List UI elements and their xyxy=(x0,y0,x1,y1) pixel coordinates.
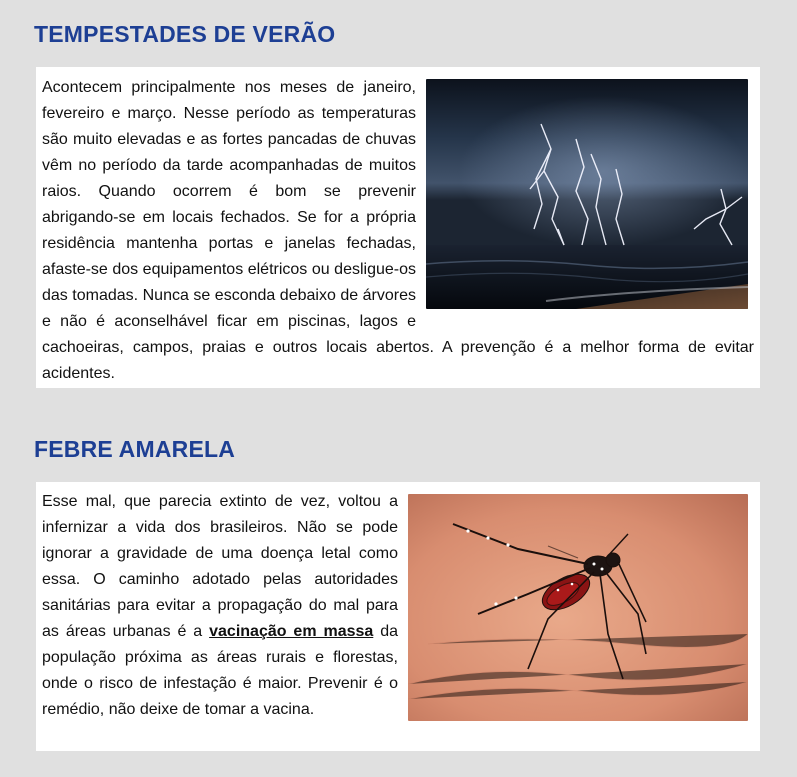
storm-image xyxy=(426,79,748,309)
mass-vaccination-link[interactable]: vacinação em massa xyxy=(209,623,374,640)
section-title-yellow-fever: FEBRE AMARELA xyxy=(34,436,236,462)
content-card-storms xyxy=(36,67,760,388)
mosquito-on-skin-illustration xyxy=(408,494,748,721)
mosquito-image xyxy=(408,494,748,721)
yellow-fever-text-after-link: da população próxima as áreas rurais e florestas, onde o risco de infestação é maior. Prevenir é o remédio, não deixe de tomar a vacina. xyxy=(42,623,399,718)
yellow-fever-text-before-link: Esse mal, que parecia extinto de vez, voltou a infernizar a vida dos brasileiros. Não se pode ignorar a gravidade de uma doença letal como essa. O caminho adotado pelas autoridades sanitárias para evitar a propagação do mal para as áreas urbanas é a xyxy=(42,493,398,640)
lightning-storm-illustration xyxy=(426,79,748,309)
content-card-yellow-fever xyxy=(36,482,760,751)
storms-paragraph: Acontecem principalmente nos meses de janeiro, fevereiro e março. Nesse período as temperaturas são muito elevadas e as fortes pancadas de chuvas vêm no período da tarde acompanhadas de muitos raios. Quando ocorrem é bom se prevenir abrigando-se em locais fechados. Se for a própria residência mantenha portas e janelas fechadas, afaste-se dos equipamentos elétricos ou desligue-os das tomadas. Nunca se esconda debaixo de árvores e não é aconselhável ficar em piscinas, lagos e cachoeiras, campos, praias e outros locais abertos. A prevenção é a melhor forma de evitar acidentes. xyxy=(42,79,754,382)
section-title-storms: TEMPESTADES DE VERÃO xyxy=(34,21,336,47)
